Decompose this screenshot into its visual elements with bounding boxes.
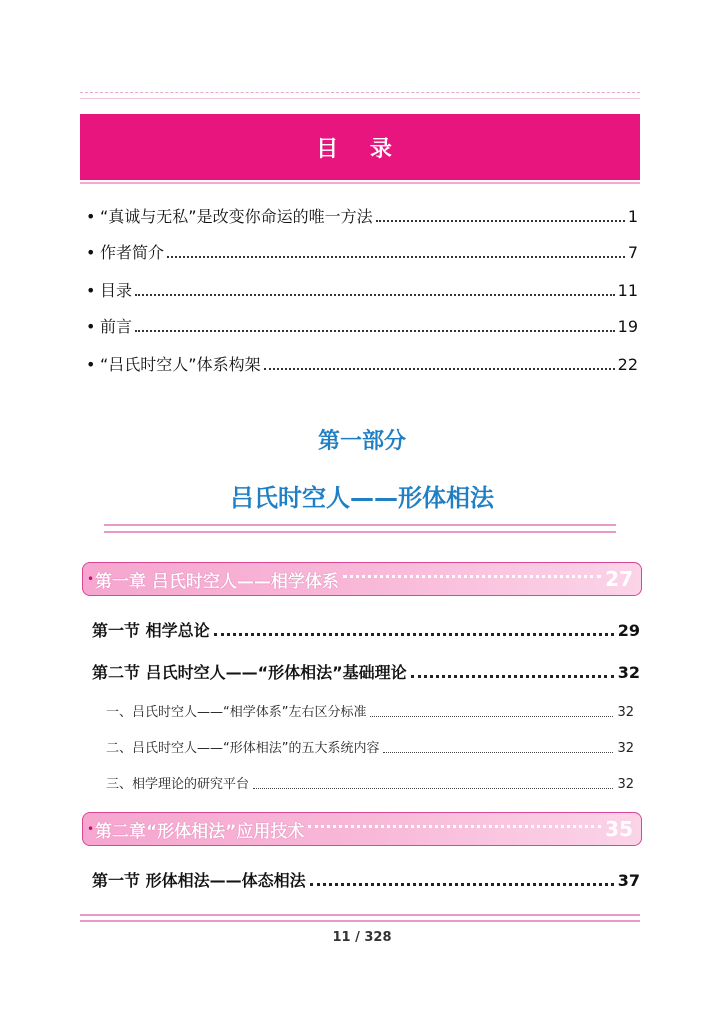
- dot-leader: [310, 883, 614, 886]
- bullet-icon: •: [87, 822, 95, 836]
- toc-entry-label: “真诚与无私”是改变你命运的唯一方法: [100, 207, 373, 226]
- bullet-icon: •: [87, 572, 95, 586]
- subsection-label: 二、吕氏时空人——“形体相法”的五大系统内容: [106, 741, 380, 756]
- chapter-label: 第一章 吕氏时空人——相学体系: [95, 571, 339, 592]
- title-bar-underline: [80, 182, 640, 184]
- subsection-entry[interactable]: [106, 700, 634, 722]
- section-label: 第二节 吕氏时空人——“形体相法”基础理论: [92, 663, 407, 682]
- section-label: 第一节 相学总论: [92, 621, 210, 640]
- subsection-page: 32: [617, 777, 634, 792]
- chapter-1-entry[interactable]: [82, 562, 642, 596]
- chapter-page: 27: [605, 567, 633, 591]
- toc-entry-label: 目录: [100, 281, 133, 300]
- toc-entry-page: 19: [617, 317, 638, 336]
- top-thin-rule: [80, 98, 640, 99]
- dot-leader: [214, 633, 614, 636]
- section-label: 第一节 形体相法——体态相法: [92, 871, 306, 890]
- subsection-entry[interactable]: [106, 772, 634, 794]
- chapter-page: 35: [605, 817, 633, 841]
- subsection-page: 32: [617, 741, 634, 756]
- section-entry[interactable]: [92, 658, 640, 684]
- toc-entry[interactable]: [86, 276, 638, 302]
- bullet-icon: •: [86, 317, 96, 336]
- subsection-label: 三、相学理论的研究平台: [106, 777, 250, 792]
- bullet-icon: •: [86, 207, 96, 226]
- bottom-divider-line: [80, 920, 640, 922]
- dot-leader: [383, 752, 613, 753]
- chapter-label: 第二章“形体相法”应用技术: [95, 821, 305, 842]
- section-page: 32: [617, 663, 640, 682]
- toc-entry-page: 22: [617, 355, 638, 374]
- page-indicator: 11 / 328: [332, 930, 392, 945]
- dot-leader: [370, 716, 613, 717]
- toc-title-bar: [80, 114, 640, 180]
- bullet-icon: •: [86, 281, 96, 300]
- bottom-divider-line: [80, 914, 640, 916]
- dot-leader: [253, 788, 613, 789]
- toc-entry-page: 11: [617, 281, 638, 300]
- section-page: 37: [617, 871, 640, 890]
- toc-entry-page: 1: [627, 207, 638, 226]
- section-entry[interactable]: [92, 866, 640, 892]
- subsection-page: 32: [617, 705, 634, 720]
- toc-entry-label: 作者简介: [100, 243, 165, 262]
- part-number: 第一部分: [317, 429, 406, 454]
- top-dotted-rule: [80, 92, 640, 93]
- divider-line: [104, 531, 616, 533]
- section-entry[interactable]: [92, 616, 640, 642]
- chapter-2-entry[interactable]: [82, 812, 642, 846]
- divider-line: [104, 524, 616, 526]
- subsection-label: 一、吕氏时空人——“相学体系”左右区分标准: [106, 705, 367, 720]
- toc-title: 目 录: [316, 136, 404, 162]
- toc-entry-label: 前言: [100, 317, 133, 336]
- bullet-icon: •: [86, 355, 96, 374]
- dot-leader: [308, 825, 601, 828]
- section-page: 29: [617, 621, 640, 640]
- bullet-icon: •: [86, 243, 96, 262]
- toc-entry[interactable]: [86, 312, 638, 338]
- part-title: 吕氏时空人——形体相法: [230, 484, 494, 512]
- dot-leader: [167, 256, 625, 258]
- toc-entry[interactable]: [86, 238, 638, 264]
- subsection-entry[interactable]: [106, 736, 634, 758]
- dot-leader: [343, 575, 601, 578]
- dot-leader: [376, 220, 625, 222]
- toc-entry-page: 7: [627, 243, 638, 262]
- toc-entry-label: “吕氏时空人”体系构架: [100, 355, 261, 374]
- dot-leader: [135, 294, 615, 296]
- dot-leader: [411, 675, 614, 678]
- toc-entry[interactable]: [86, 202, 638, 228]
- dot-leader: [264, 368, 615, 370]
- dot-leader: [135, 330, 615, 332]
- toc-entry[interactable]: [86, 350, 638, 376]
